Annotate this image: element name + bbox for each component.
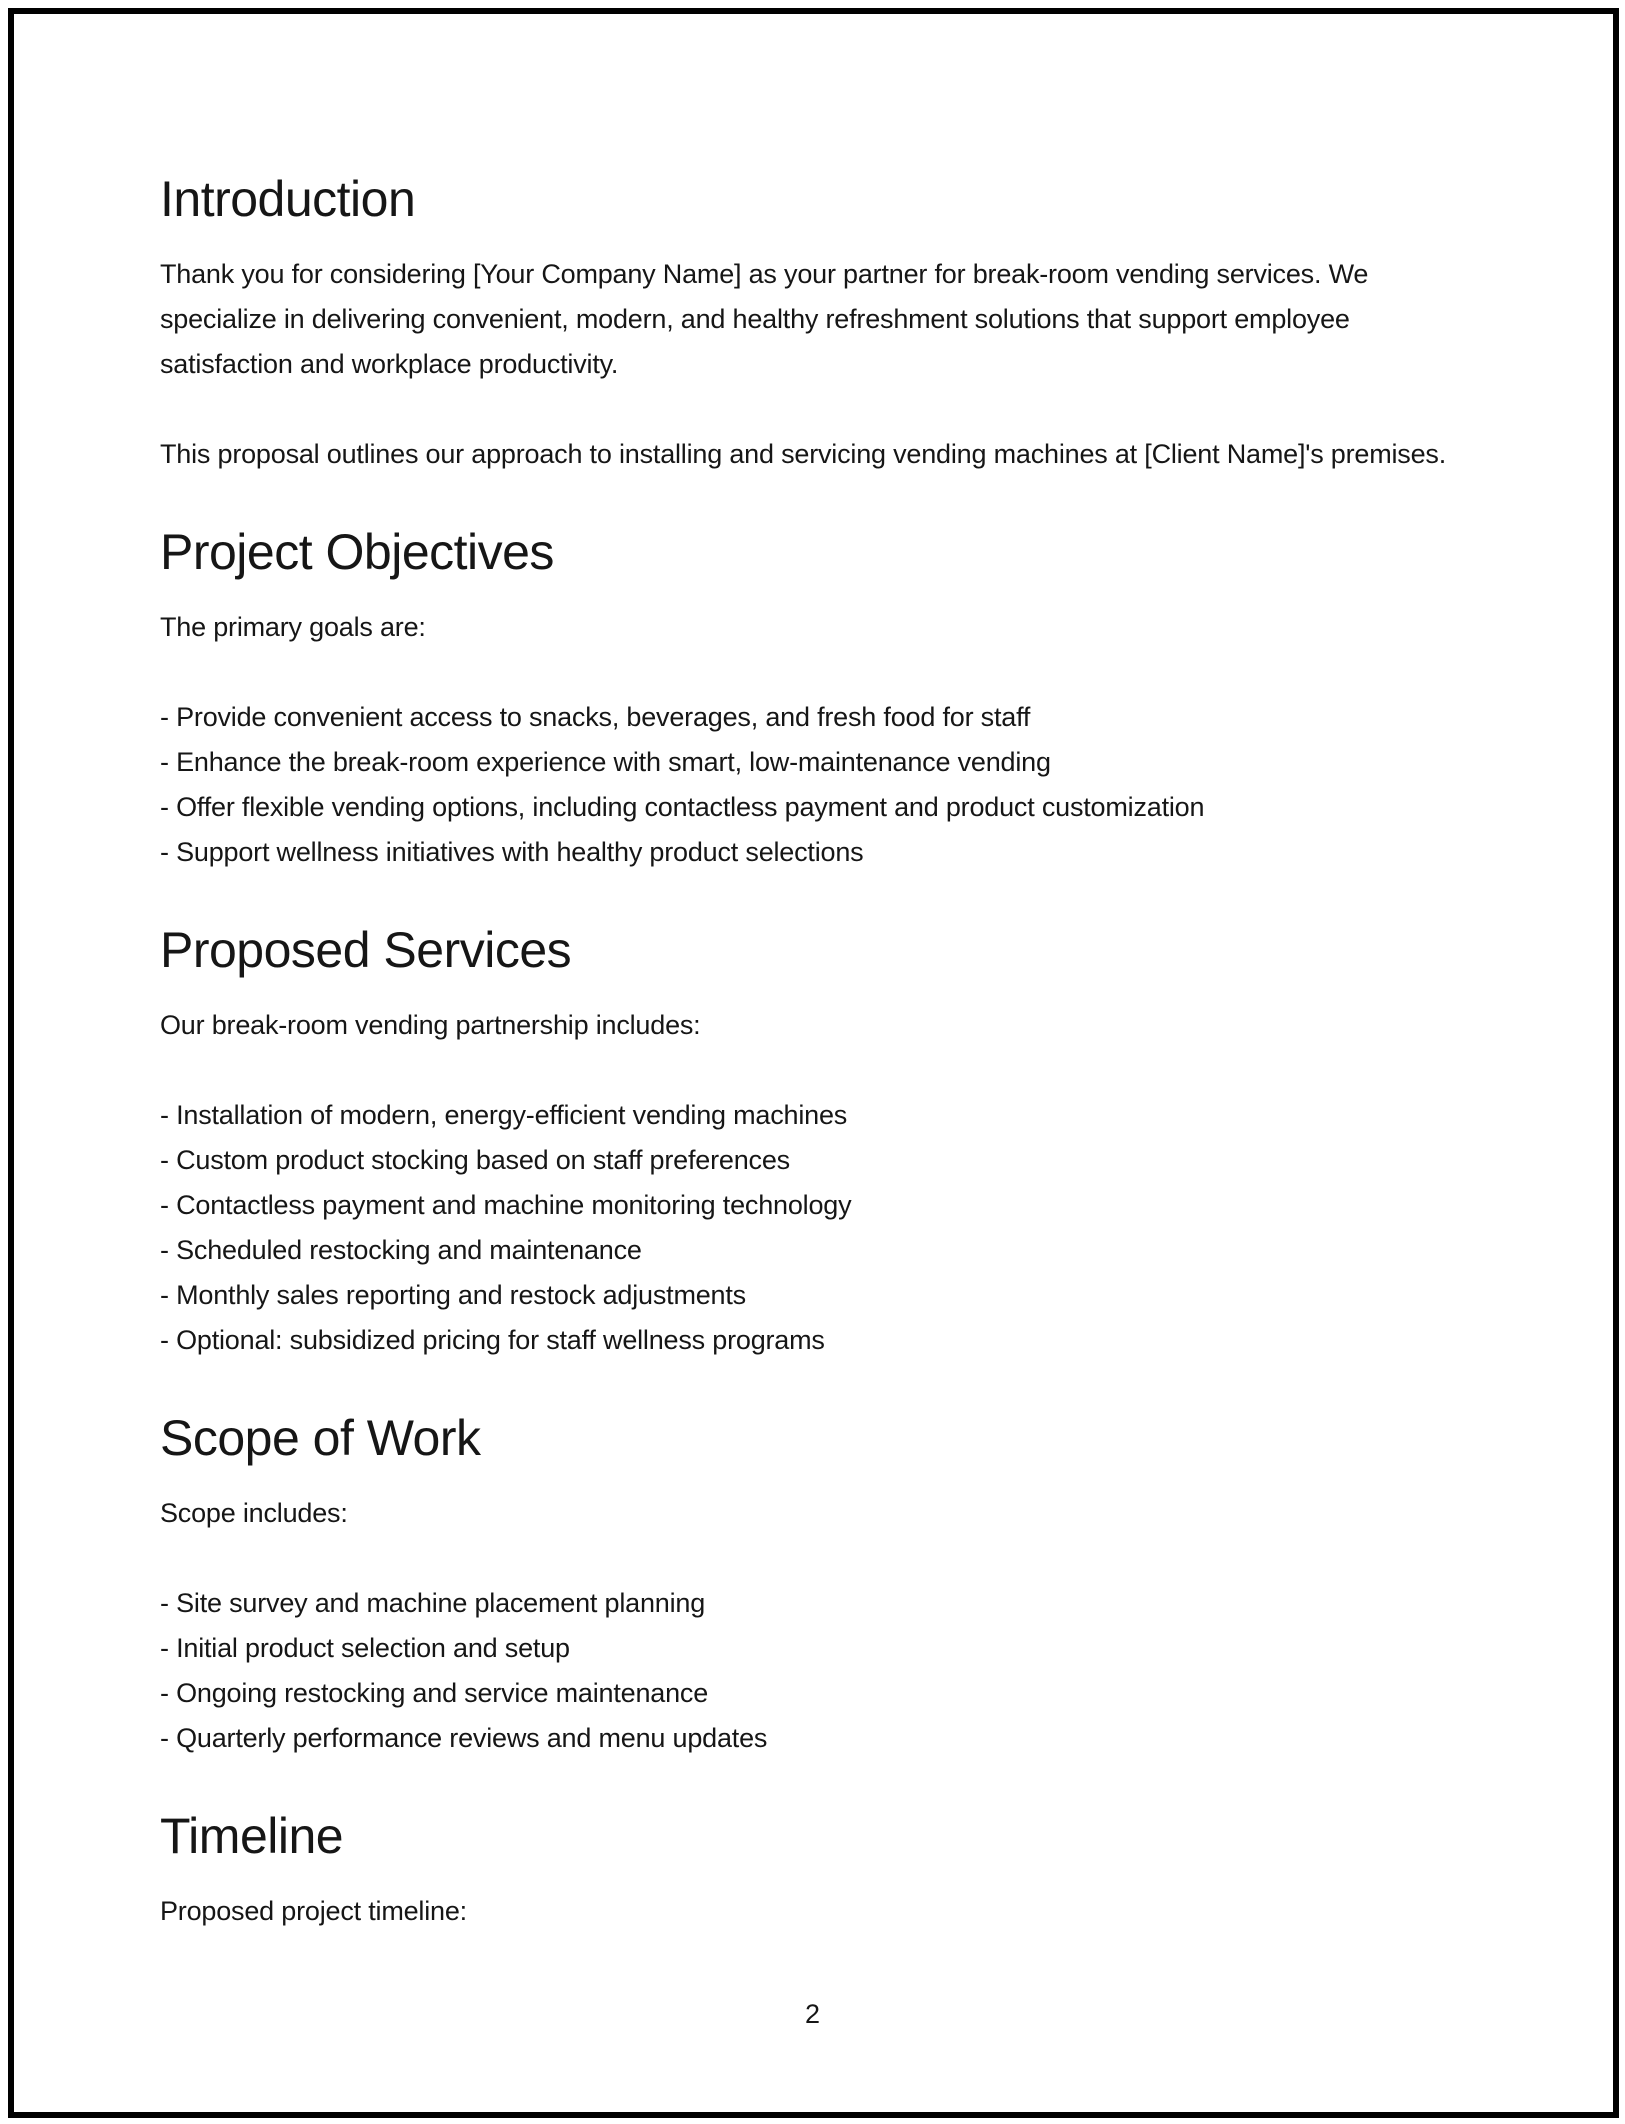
list-item: - Initial product selection and setup	[160, 1633, 570, 1663]
list-item: - Offer flexible vending options, including contactless payment and product customization	[160, 792, 1205, 822]
list-item: - Quarterly performance reviews and menu updates	[160, 1723, 768, 1753]
bullet-list	[160, 1581, 1475, 1761]
list-item: - Ongoing restocking and service maintenance	[160, 1678, 709, 1708]
page-number: 2	[804, 1999, 821, 2029]
paragraph: This proposal outlines our approach to installing and servicing vending machines at [Client Name]'s premises.	[160, 439, 1447, 469]
document-content	[160, 0, 1475, 1979]
bullet-list	[160, 1093, 1475, 1363]
list-item: - Site survey and machine placement planning	[160, 1588, 706, 1618]
section-lead: The primary goals are:	[160, 612, 426, 642]
bullet-list	[160, 695, 1475, 875]
list-item: - Enhance the break-room experience with smart, low-maintenance vending	[160, 747, 1051, 777]
paragraph: Thank you for considering [Your Company Name] as your partner for break-room vending services. We specialize in delivering convenient, modern, and healthy refreshment solutions that support employee satisfaction and workplace productivity.	[160, 259, 1369, 379]
list-item: - Custom product stocking based on staff preferences	[160, 1145, 790, 1175]
list-item: - Provide convenient access to snacks, beverages, and fresh food for staff	[160, 702, 1031, 732]
section-lead: Scope includes:	[160, 1498, 348, 1528]
list-item: - Optional: subsidized pricing for staff wellness programs	[160, 1325, 825, 1355]
section-lead: Proposed project timeline:	[160, 1896, 467, 1926]
section-heading-project-objectives: Project Objectives	[160, 524, 554, 580]
list-item: - Contactless payment and machine monitoring technology	[160, 1190, 852, 1220]
section-heading-timeline: Timeline	[160, 1808, 344, 1864]
list-item: - Support wellness initiatives with healthy product selections	[160, 837, 864, 867]
list-item: - Installation of modern, energy-efficient vending machines	[160, 1100, 848, 1130]
section-lead: Our break-room vending partnership includes:	[160, 1010, 701, 1040]
section-heading-proposed-services: Proposed Services	[160, 922, 572, 978]
section-heading-scope-of-work: Scope of Work	[160, 1410, 481, 1466]
list-item: - Monthly sales reporting and restock adjustments	[160, 1280, 746, 1310]
section-heading-introduction: Introduction	[160, 171, 416, 227]
list-item: - Scheduled restocking and maintenance	[160, 1235, 642, 1265]
